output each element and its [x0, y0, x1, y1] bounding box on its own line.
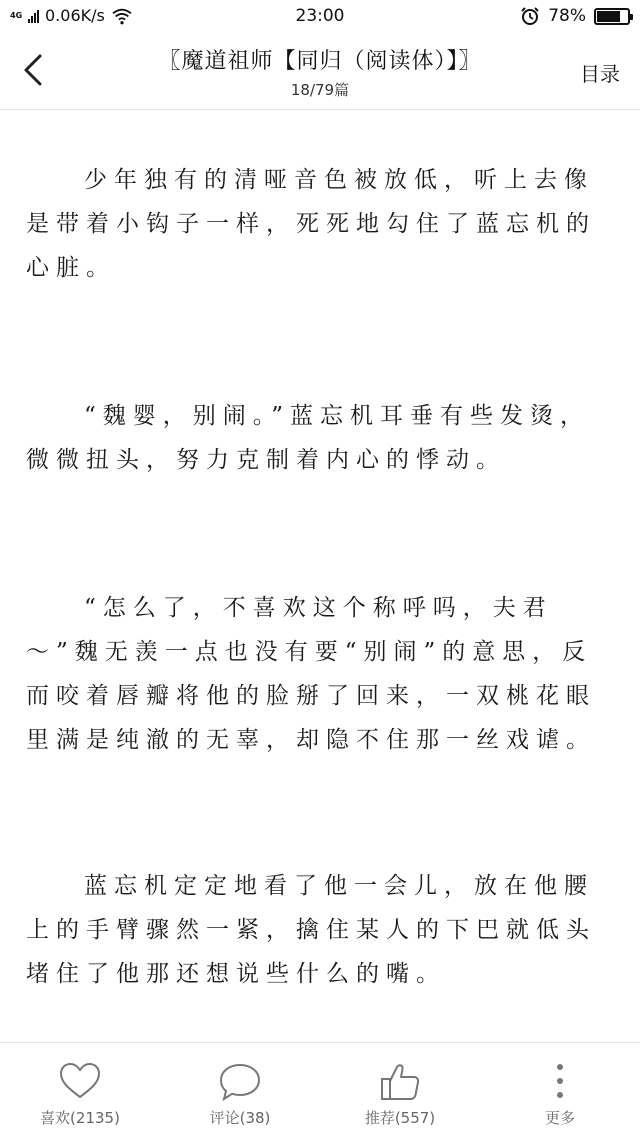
comment-button[interactable]: [160, 1043, 320, 1138]
thumbs-up-icon: [379, 1061, 421, 1103]
network-type: 4G: [10, 10, 23, 20]
battery-level: [597, 11, 620, 22]
toc-button[interactable]: 目录: [580, 62, 620, 86]
clock: 23:00: [295, 6, 345, 26]
alarm-icon: [520, 6, 540, 26]
like-button[interactable]: [0, 1043, 160, 1138]
network-speed: 0.06K/s: [45, 6, 105, 25]
bottom-action-bar: [0, 1042, 640, 1138]
title-block: [110, 44, 530, 100]
status-bar: [0, 0, 640, 34]
page-title: 〖魔道祖师【同归（阅读体）】〗: [158, 49, 482, 74]
status-right: [520, 6, 630, 26]
recommend-button[interactable]: [320, 1043, 480, 1138]
paragraph: 蓝忘机定定地看了他一会儿，放在他腰上的手臂骤然一紧，擒住某人的下巴就低头堵住了他那还想说些什么的嘴。: [26, 873, 596, 987]
more-button[interactable]: [480, 1043, 640, 1138]
recommend-label: 推荐(557): [364, 1109, 436, 1127]
paragraph: “魏婴，别闹。”蓝忘机耳垂有些发烫，微微扭头，努力克制着内心的悸动。: [26, 403, 591, 473]
paragraph: 少年独有的清哑音色被放低，听上去像是带着小钩子一样，死死地勾住了蓝忘机的心脏。: [26, 167, 596, 281]
paragraph: “怎么了，不喜欢这个称呼吗，夫君～”魏无羡一点也没有要“别闹”的意思，反而咬着唇瓣将他的脸掰了回来，一双桃花眼里满是纯澈的无辜，却隐不住那一丝戏谑。: [26, 595, 596, 753]
heart-icon: [58, 1061, 102, 1101]
chapter-counter: 18/79篇: [290, 81, 350, 99]
more-vertical-icon: [554, 1061, 566, 1101]
more-label: 更多: [544, 1109, 575, 1127]
reader-header: [0, 34, 640, 110]
comment-label: 评论(38): [209, 1109, 271, 1127]
battery-icon: [594, 8, 630, 25]
like-label: 喜欢(2135): [40, 1109, 120, 1127]
chevron-left-icon[interactable]: [14, 48, 54, 92]
comment-icon: [217, 1061, 263, 1103]
battery-percent: 78%: [548, 6, 586, 26]
